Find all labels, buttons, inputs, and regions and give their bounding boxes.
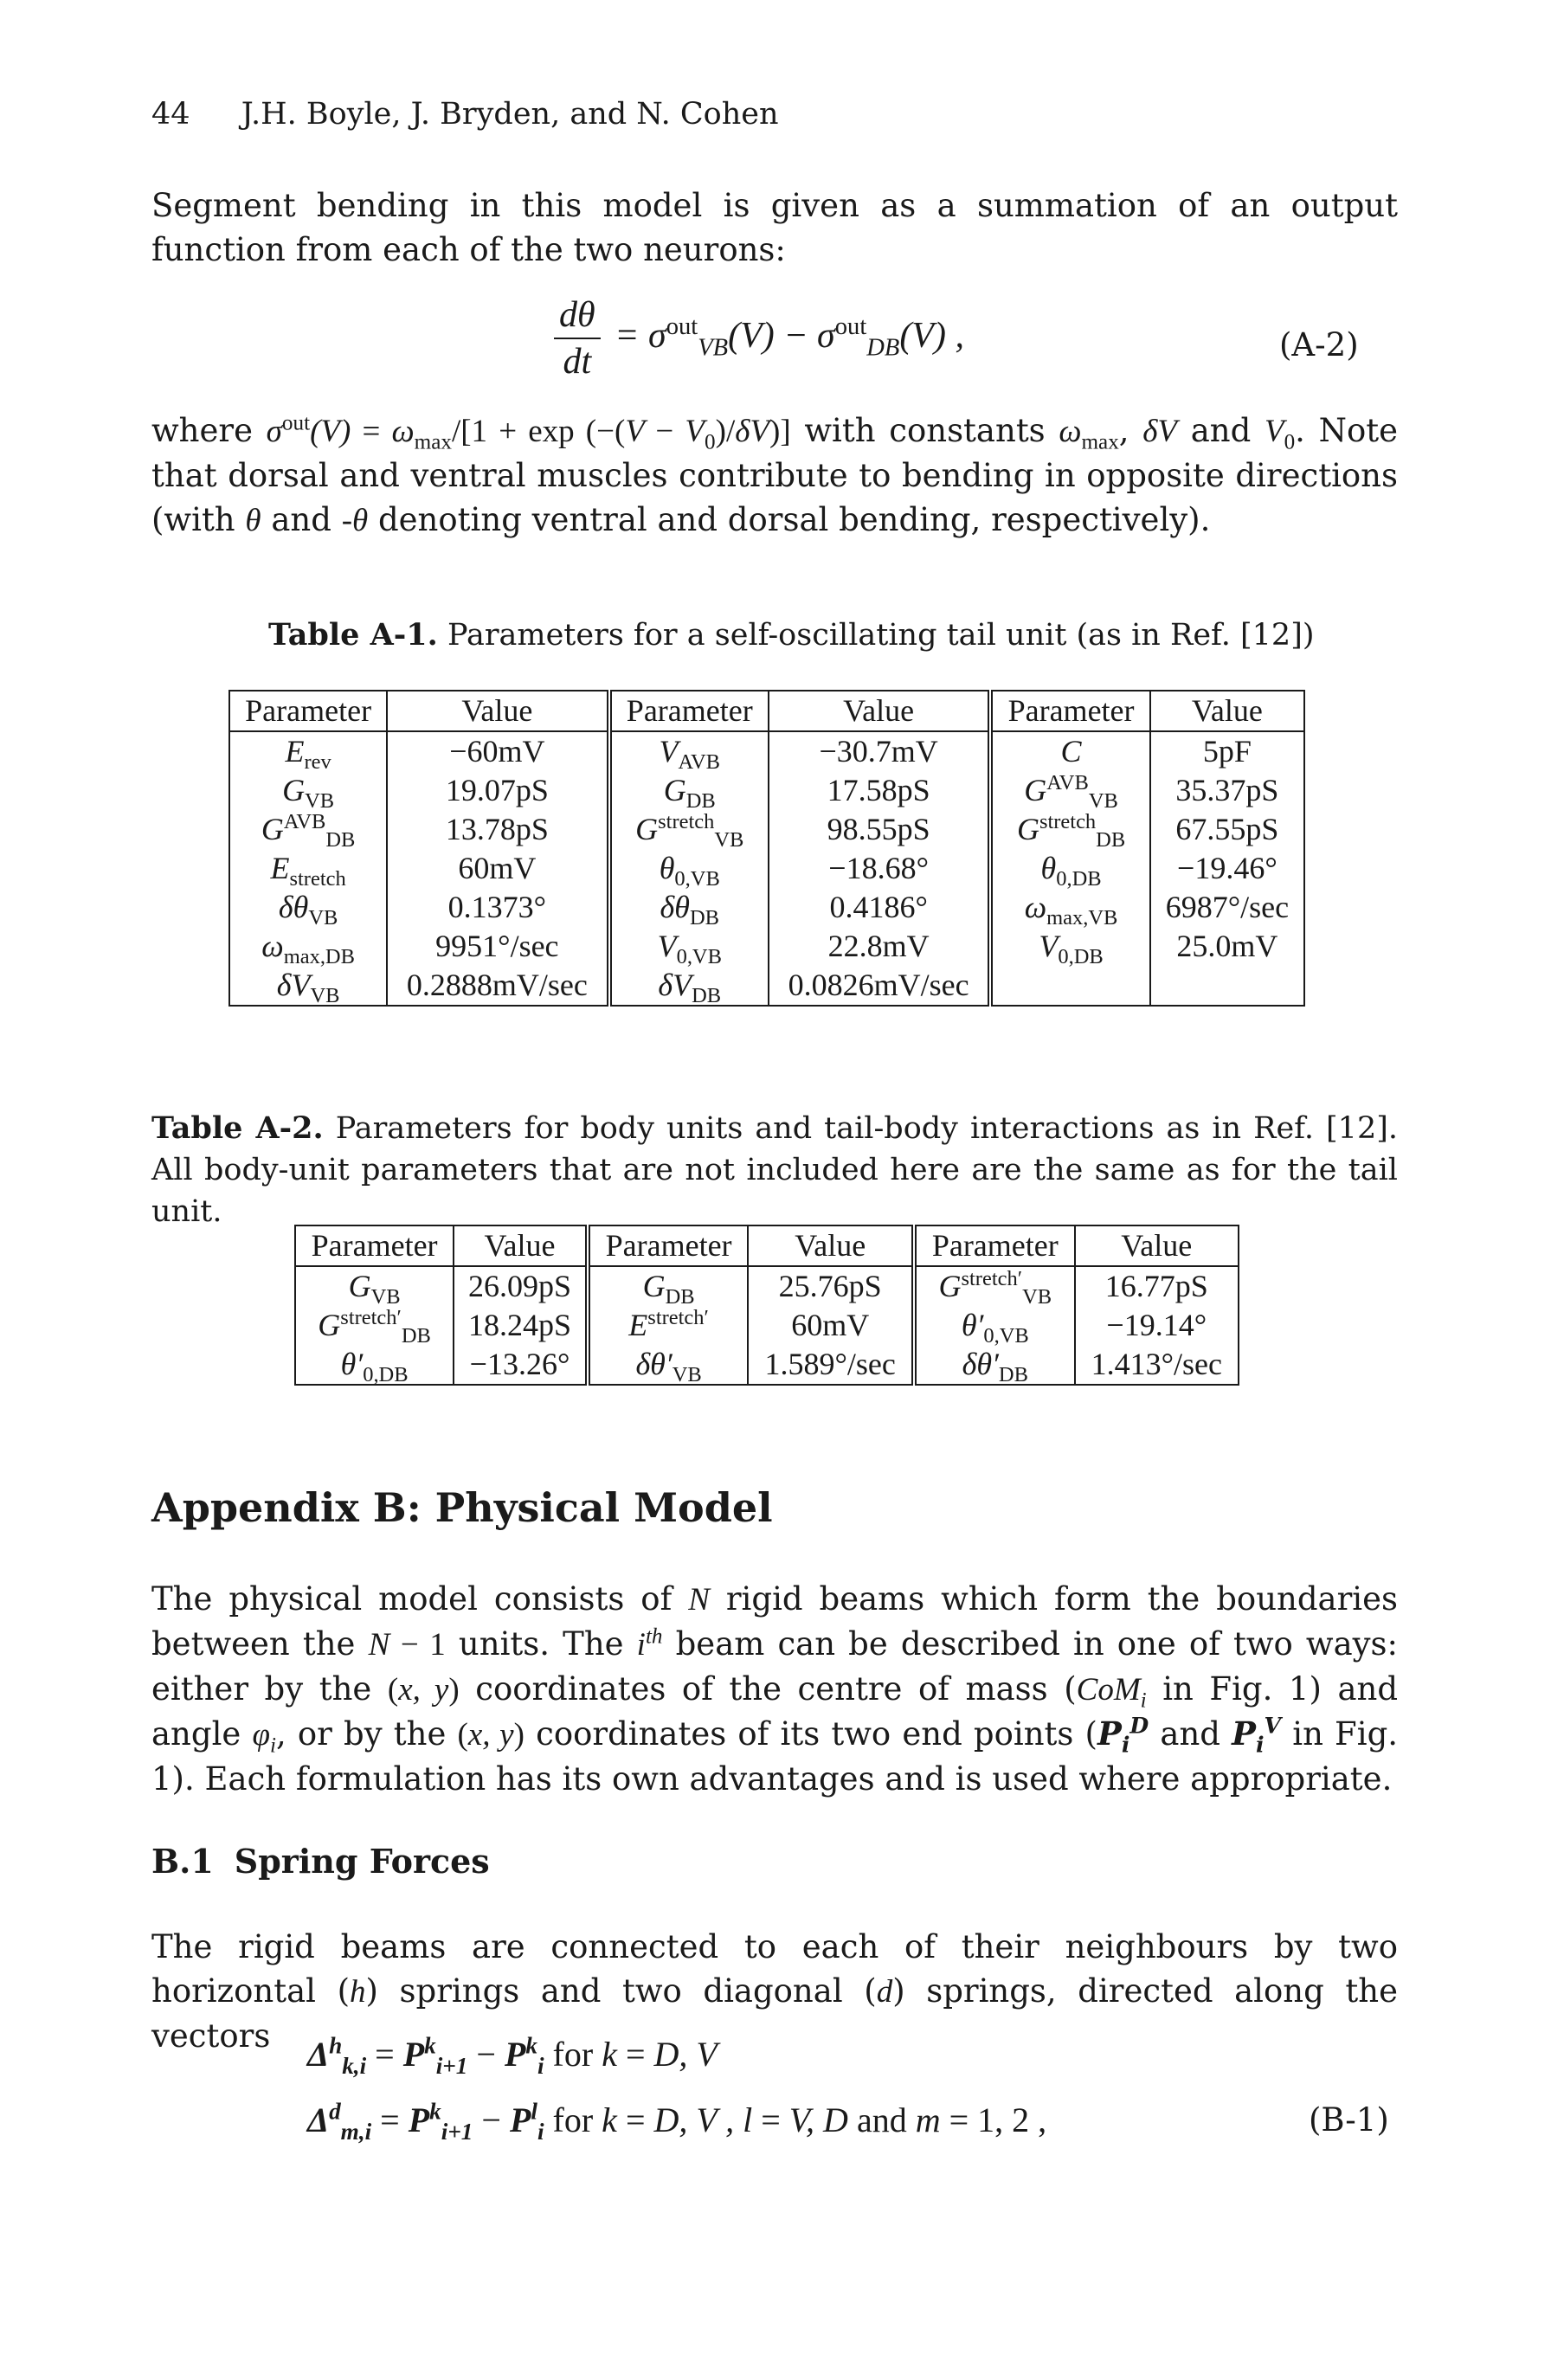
equation-number-b1: (B-1) [1309,2101,1389,2139]
equation-number-a2: (A-2) [1279,326,1359,363]
table-row: $E_{stretch}$ 60mV $\theta_{0,VB}$ −18.68° $\theta_{0,DB}$ −19.46° [229,849,1304,888]
table-header-row: Parameter Value Parameter Value Parameter Value [295,1225,1239,1266]
spring-paragraph: The rigid beams are connected to each of their neighbours by two horizontal (h) springs and two diagonal (d) springs, directed along the vectors [151,1928,1398,2055]
equation-a2: $\frac{d\theta}{dt}$ = $\sigma^{out}_{VB}(V) - \sigma^{out}_{DB}(V)$ , [554,294,964,383]
table-a1-caption: Table A-1. Parameters for a self-oscillating tail unit (as in Ref. [12]) [268,617,1315,653]
equation-b1-line1: $\Delta^h_{k,i} = P^k_{i+1} - P^k_i$ for k = D, V [307,2032,718,2079]
page-number: 44 [151,97,190,132]
table-row: $\omega_{max,DB}$ 9951°/sec $V_{0,VB}$ 22.8mV $V_{0,DB}$ 25.0mV [229,927,1304,966]
table-row: $\theta'_{0,DB}$ −13.26° $\delta\theta'_{VB}$ 1.589°/sec $\delta\theta'_{DB}$ 1.413°/sec [295,1345,1239,1385]
table-a2-caption: Table A-2. Parameters for body units and tail-body interactions as in Ref. [12]. All body-unit parameters that are not included here are the same as for the tail unit. [151,1110,1398,1229]
appendix-b-paragraph: The physical model consists of N rigid beams which form the boundaries between the N − 1 units. The $i^{th}$ beam can be described in one of two ways: either by the (x, y) coordinates of the centre of mass (CoM$_i$ in Fig. 1) and angle $\varphi_i$, or by the (x, y) coordinates of its two end points ($P_i^D$ and $P_i^V$ in Fig. 1). Each formulation has its own advantages and is used where appropriate. [151,1580,1399,1798]
table-row: $G^{stretch'}_{DB}$ 18.24pS $E^{stretch'}$ 60mV $\theta'_{0,VB}$ −19.14° [295,1306,1239,1345]
author-line: J.H. Boyle, J. Bryden, and N. Cohen [241,97,779,132]
table-row: $G_{VB}$ 26.09pS $G_{DB}$ 25.76pS $G^{stretch'}_{VB}$ 16.77pS [295,1266,1239,1306]
table-header-row: Parameter Value Parameter Value Parameter Value [229,691,1304,731]
table-row: $G^{AVB}_{DB}$ 13.78pS $G^{stretch}_{VB}$ 98.55pS $G^{stretch}_{DB}$ 67.55pS [229,810,1304,849]
table-row: $G_{VB}$ 19.07pS $G_{DB}$ 17.58pS $G^{AVB}_{VB}$ 35.37pS [229,771,1304,810]
equation-b1-line2: $\Delta^d_{m,i} = P^k_{i+1} - P^l_i$ for k = D, V , l = V, D and m = 1, 2 , [307,2098,1047,2145]
table-row: $E_{rev}$ −60mV $V_{AVB}$ −30.7mV C 5pF [229,731,1304,771]
table-row: $\delta V_{VB}$ 0.2888mV/sec $\delta V_{DB}$ 0.0826mV/sec [229,966,1304,1006]
table-a1 [228,690,1305,1007]
where-paragraph: where $\sigma^{out}(V) = \omega_{max}/[1 + \exp (-(V - V_0)/\delta V)]$ with constants $\omega_{max}$, δV and $V_0$. Note that dorsal and ventral muscles contribute to bending in opposite directions (with θ and -θ denoting ventral and dorsal bending, respectively). [151,411,1399,538]
table-row: $\delta\theta_{VB}$ 0.1373° $\delta\theta_{DB}$ 0.4186° $\omega_{max,VB}$ 6987°/sec [229,888,1304,927]
section-heading: Appendix B: Physical Model [151,1484,773,1531]
intro-paragraph: Segment bending in this model is given as a summation of an output function from each of the two neurons: [151,187,1398,268]
table-a2 [294,1225,1239,1386]
subsection-heading: B.1 Spring Forces [151,1842,490,1881]
running-header [151,97,779,132]
